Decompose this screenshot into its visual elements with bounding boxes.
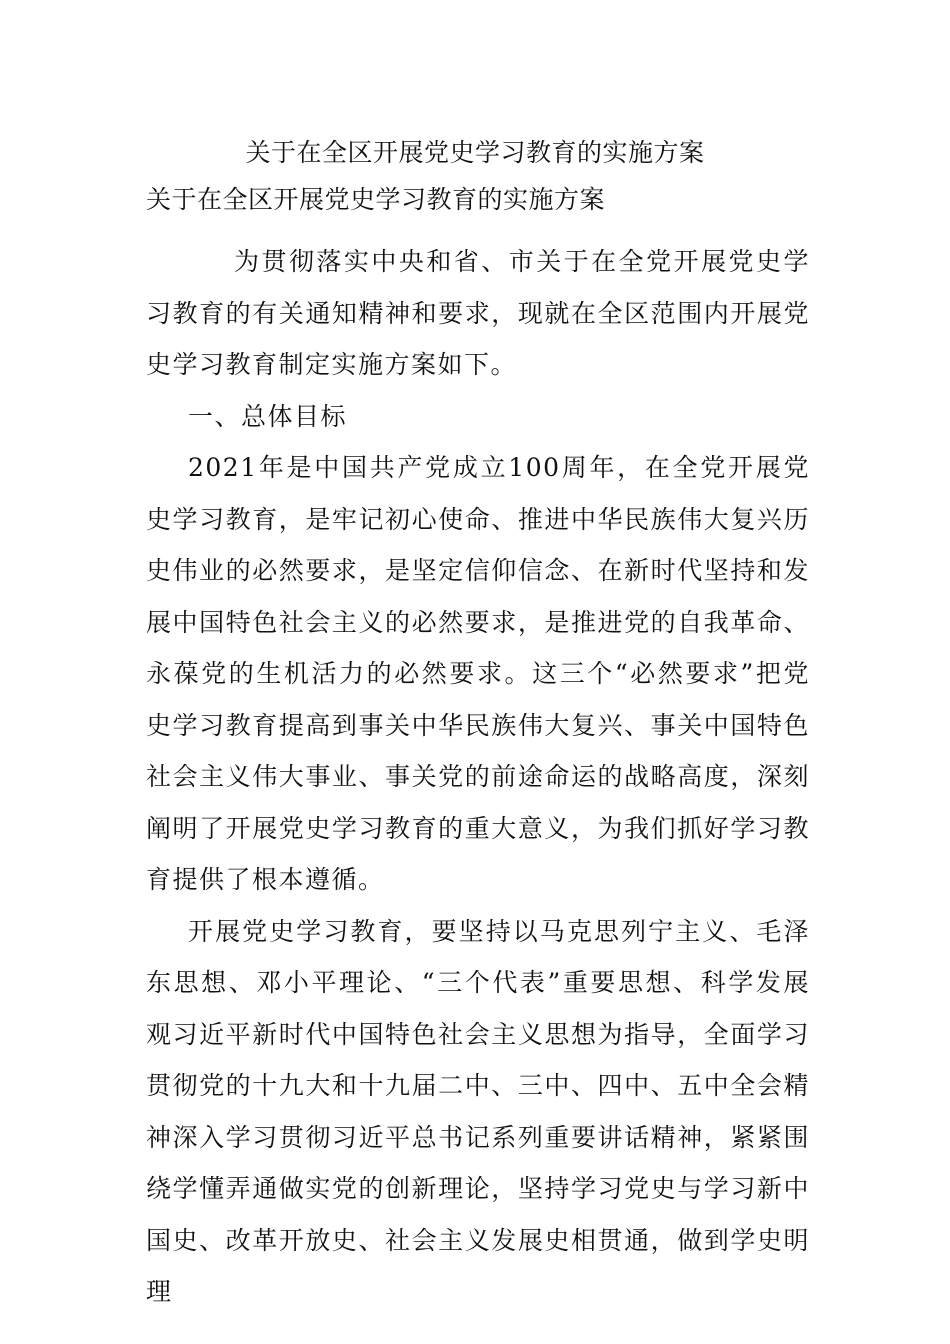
- document-title: 关于在全区开展党史学习教育的实施方案: [245, 138, 705, 167]
- document-body: [146, 178, 810, 1318]
- body-paragraph-2: 开展党史学习教育，要坚持以马克思列宁主义、毛泽东思想、邓小平理论、“三个代表”重要思想、科学发展观习近平新时代中国特色社会主义思想为指导，全面学习贯彻党的十九大和十九届二中、三中、四中、五中全会精神深入学习贯彻习近平总书记系列重要讲话精神，紧紧围绕学懂弄通做实党的创新理论，坚持学习党史与学习新中国史、改革开放史、社会主义发展史相贯通，做到学史明理: [146, 916, 810, 1306]
- section-heading: 一、总体目标: [188, 401, 348, 431]
- body-paragraph-1: 2021年是中国共产党成立100周年，在全党开展党史学习教育，是牢记初心使命、推进中华民族伟大复兴历史伟业的必然要求，是坚定信仰信念、在新时代坚持和发展中国特色社会主义的必然要求，是推进党的自我革命、永葆党的生机活力的必然要求。这三个“必然要求”把党史学习教育提高到事关中华民族伟大复兴、事关中国特色社会主义伟大事业、事关党的前途命运的战略高度，深刻阐明了开展党史学习教育的重大意义，为我们抓好学习教育提供了根本遵循。: [146, 453, 810, 894]
- intro-paragraph: 为贯彻落实中央和省、市关于在全党开展党史学习教育的有关通知精神和要求，现就在全区范围内开展党史学习教育制定实施方案如下。: [146, 247, 810, 379]
- document-subtitle: 关于在全区开展党史学习教育的实施方案: [146, 185, 606, 214]
